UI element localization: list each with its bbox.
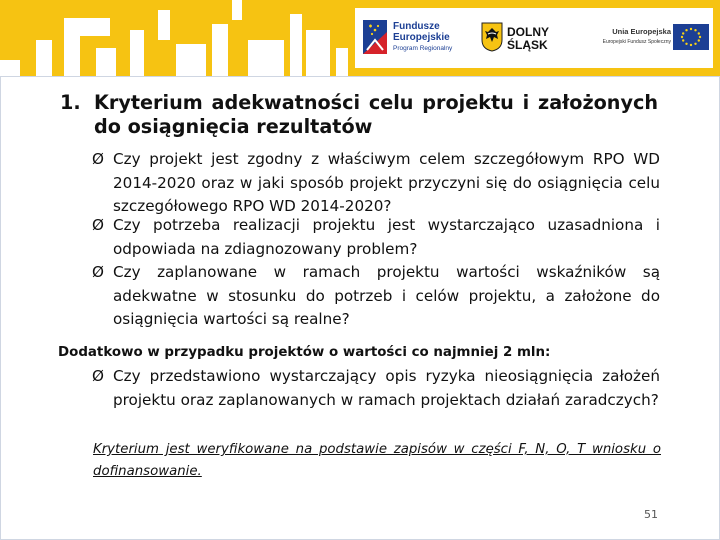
logo-panel bbox=[355, 8, 713, 68]
decor-block bbox=[306, 30, 330, 76]
eagle-crest-icon bbox=[481, 22, 503, 52]
bullet-text: Czy zaplanowane w ramach projektu wartości wskaźników są adekwatne w stosunku do potrzeb i celów projektu, a założone do osiągnięcia wartości są realne? bbox=[113, 263, 660, 328]
fundusze-line1: Fundusze bbox=[393, 21, 440, 32]
dolny-slask-logo bbox=[479, 18, 559, 62]
dolny-slask-line2: ŚLĄSK bbox=[507, 38, 548, 52]
bullet-text: Czy przedstawiono wystarczający opis ryzyka nieosiągnięcia założeń projektu oraz zaplanowanych w ramach projektach działań zaradczych? bbox=[113, 367, 660, 409]
decor-block bbox=[64, 18, 80, 76]
bullet-text: Czy potrzeba realizacji projektu jest wystarczająco uzasadniona i odpowiada na zdiagnozowany problem? bbox=[113, 216, 660, 258]
arrow-bullet-icon: Ø bbox=[92, 367, 104, 385]
decor-block bbox=[158, 10, 170, 40]
decor-block bbox=[0, 60, 20, 76]
arrow-bullet-icon: Ø bbox=[92, 216, 104, 234]
decor-block bbox=[232, 0, 242, 20]
bullet-item bbox=[92, 214, 660, 262]
fundusze-line2: Europejskie bbox=[393, 32, 450, 43]
slide-title: Kryterium adekwatności celu projektu i założonych do osiągnięcia rezultatów bbox=[94, 91, 658, 138]
unia-line2: Europejski Fundusz Społeczny bbox=[602, 39, 671, 45]
bullet-item bbox=[92, 365, 660, 413]
decor-block bbox=[130, 30, 144, 76]
decor-block bbox=[80, 18, 110, 36]
title-number: 1. bbox=[60, 91, 81, 114]
decor-block bbox=[212, 24, 228, 76]
decor-block bbox=[176, 44, 206, 76]
fundusze-europejskie-icon bbox=[363, 20, 387, 54]
unia-line1: Unia Europejska bbox=[612, 27, 671, 36]
additional-criteria-heading: Dodatkowo w przypadku projektów o wartości co najmniej 2 mln: bbox=[58, 345, 551, 360]
header-band bbox=[0, 0, 720, 76]
fundusze-europejskie-logo bbox=[363, 16, 475, 62]
bullet-item bbox=[92, 148, 660, 220]
decor-block bbox=[336, 48, 348, 76]
fundusze-line3: Program Regionalny bbox=[393, 45, 453, 52]
verification-note: Kryterium jest weryfikowane na podstawie zapisów w części F, N, O, T wniosku o dofinansowanie. bbox=[93, 442, 661, 479]
unia-europejska-logo bbox=[571, 18, 709, 62]
eu-flag-icon bbox=[673, 24, 709, 50]
decor-block bbox=[248, 40, 284, 76]
page-number: 51 bbox=[644, 508, 658, 521]
dolny-slask-line1: DOLNY bbox=[507, 25, 549, 39]
decor-block bbox=[36, 40, 52, 76]
decor-block bbox=[290, 14, 302, 76]
arrow-bullet-icon: Ø bbox=[92, 263, 104, 281]
bullet-item bbox=[92, 261, 660, 333]
arrow-bullet-icon: Ø bbox=[92, 150, 104, 168]
bullet-text: Czy projekt jest zgodny z właściwym celem szczegółowym RPO WD 2014-2020 oraz w jaki sposób projekt przyczyni się do osiągnięcia celu szczegółowego RPO WD 2014-2020? bbox=[113, 150, 660, 215]
decor-block bbox=[96, 48, 116, 76]
